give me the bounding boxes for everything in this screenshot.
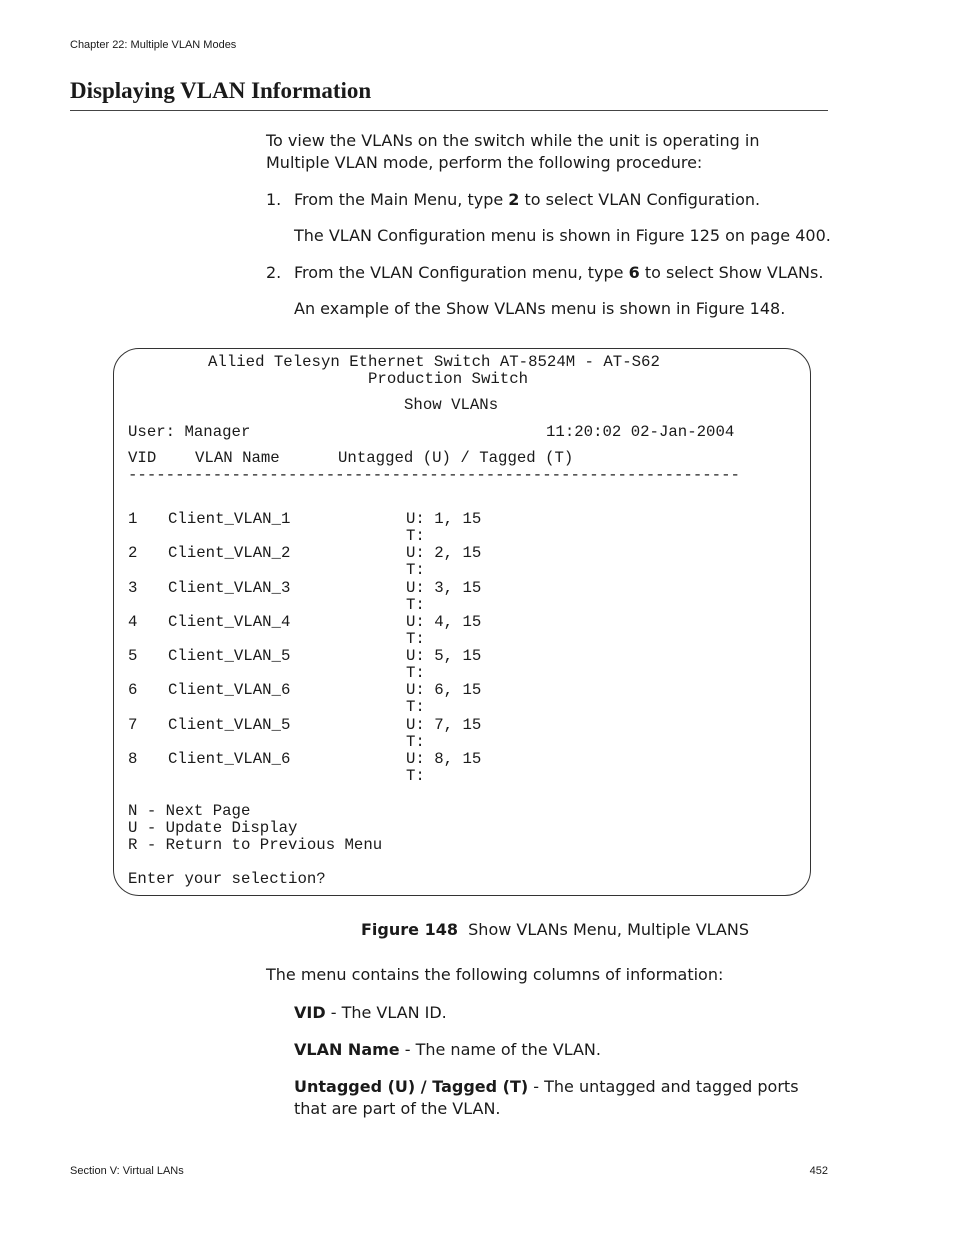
row-untagged: U: 8, 15 xyxy=(406,750,482,768)
terminal-datetime: 11:20:02 02-Jan-2004 xyxy=(546,423,735,441)
row-vid: 7 xyxy=(128,716,138,734)
definition-desc: - The VLAN ID. xyxy=(325,1003,447,1022)
option-return-previous: R - Return to Previous Menu xyxy=(128,836,383,854)
column-header-vid: VID xyxy=(128,449,157,467)
definition-desc: - The untagged and tagged ports that are part of the VLAN. xyxy=(294,1077,799,1118)
row-vid: 6 xyxy=(128,681,138,699)
definition-term: VLAN Name xyxy=(294,1040,400,1059)
row-name: Client_VLAN_4 xyxy=(168,613,291,631)
definition-vlan-name xyxy=(294,1039,834,1061)
intro-paragraph: To view the VLANs on the switch while the unit is operating in Multiple VLAN mode, perform the following procedure: xyxy=(266,131,760,172)
row-name: Client_VLAN_6 xyxy=(168,681,291,699)
figure-label: Figure 148 xyxy=(361,920,458,939)
terminal-title: Allied Telesyn Ethernet Switch AT-8524M - AT-S62 xyxy=(208,353,660,371)
step-1-key: 2 xyxy=(508,190,520,209)
row-untagged: U: 3, 15 xyxy=(406,579,482,597)
row-untagged: U: 2, 15 xyxy=(406,544,482,562)
row-untagged: U: 6, 15 xyxy=(406,681,482,699)
option-next-page: N - Next Page xyxy=(128,802,251,820)
row-name: Client_VLAN_2 xyxy=(168,544,291,562)
row-vid: 8 xyxy=(128,750,138,768)
step-1-text xyxy=(294,189,834,211)
step-2-note: An example of the Show VLANs menu is shown in Figure 148. xyxy=(294,299,786,318)
chapter-header: Chapter 22: Multiple VLAN Modes xyxy=(70,39,237,51)
row-untagged: U: 1, 15 xyxy=(406,510,482,528)
column-header-name: VLAN Name xyxy=(195,449,280,467)
row-tagged: T: xyxy=(406,561,425,579)
row-name: Client_VLAN_1 xyxy=(168,510,291,528)
row-tagged: T: xyxy=(406,698,425,716)
terminal-menu-title: Show VLANs xyxy=(404,396,499,414)
definition-term: VID xyxy=(294,1003,326,1022)
step-2-post: to select Show VLANs. xyxy=(639,263,824,282)
row-vid: 5 xyxy=(128,647,138,665)
step-1-note: The VLAN Configuration menu is shown in Figure 125 on page 400. xyxy=(294,226,831,245)
step-1-number: 1. xyxy=(266,190,282,209)
row-name: Client_VLAN_6 xyxy=(168,750,291,768)
row-name: Client_VLAN_5 xyxy=(168,647,291,665)
columns-intro: The menu contains the following columns of information: xyxy=(266,965,724,984)
definition-vid xyxy=(294,1002,834,1024)
definition-desc: - The name of the VLAN. xyxy=(399,1040,601,1059)
row-vid: 4 xyxy=(128,613,138,631)
row-vid: 3 xyxy=(128,579,138,597)
definition-term: Untagged (U) / Tagged (T) xyxy=(294,1077,529,1096)
section-title: Displaying VLAN Information xyxy=(70,78,372,103)
page-number: 452 xyxy=(809,1165,828,1177)
figure-caption xyxy=(361,919,749,941)
row-tagged: T: xyxy=(406,527,425,545)
row-tagged: T: xyxy=(406,733,425,751)
definition-ports xyxy=(294,1076,834,1120)
selection-prompt: Enter your selection? xyxy=(128,870,326,888)
step-1-post: to select VLAN Configuration. xyxy=(519,190,761,209)
row-tagged: T: xyxy=(406,664,425,682)
terminal-separator: ----------------------------------------------------------------- xyxy=(128,467,740,484)
row-name: Client_VLAN_5 xyxy=(168,716,291,734)
title-rule xyxy=(70,110,828,111)
terminal-user: User: Manager xyxy=(128,423,251,441)
figure-caption-text: Show VLANs Menu, Multiple VLANS xyxy=(468,920,749,939)
row-tagged: T: xyxy=(406,767,425,785)
step-2-number: 2. xyxy=(266,263,282,282)
row-untagged: U: 7, 15 xyxy=(406,716,482,734)
step-2-text xyxy=(294,262,834,284)
step-2-pre: From the VLAN Configuration menu, type xyxy=(294,263,629,282)
row-untagged: U: 4, 15 xyxy=(406,613,482,631)
row-tagged: T: xyxy=(406,596,425,614)
footer-section: Section V: Virtual LANs xyxy=(70,1165,184,1177)
row-name: Client_VLAN_3 xyxy=(168,579,291,597)
row-tagged: T: xyxy=(406,630,425,648)
step-1-pre: From the Main Menu, type xyxy=(294,190,509,209)
column-header-ports: Untagged (U) / Tagged (T) xyxy=(338,449,574,467)
step-2-key: 6 xyxy=(628,263,640,282)
row-untagged: U: 5, 15 xyxy=(406,647,482,665)
row-vid: 2 xyxy=(128,544,138,562)
option-update-display: U - Update Display xyxy=(128,819,298,837)
row-vid: 1 xyxy=(128,510,138,528)
terminal-switch-name: Production Switch xyxy=(368,370,529,388)
